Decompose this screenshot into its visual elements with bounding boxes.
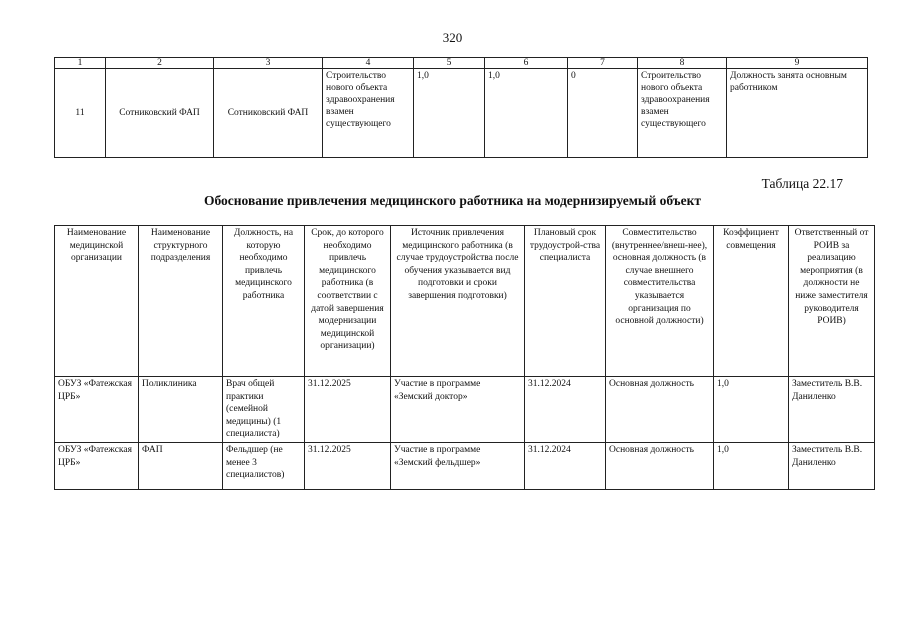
column-number: 4	[323, 58, 414, 69]
header-unit: Наименование структурного подразделения	[139, 226, 223, 377]
row-number: 11	[55, 69, 106, 158]
cell-col7: 0	[568, 69, 638, 158]
cell-coef: 1,0	[714, 377, 789, 443]
header-org: Наименование медицинской организации	[55, 226, 139, 377]
column-number: 3	[214, 58, 323, 69]
column-number: 6	[485, 58, 568, 69]
cell-col8: Строительство нового объекта здравоохранения взамен существующего	[638, 69, 727, 158]
table-row	[55, 442, 875, 489]
cell-deadline: 31.12.2025	[305, 442, 391, 489]
column-number: 7	[568, 58, 638, 69]
column-number: 2	[106, 58, 214, 69]
cell-responsible: Заместитель В.В. Даниленко	[789, 377, 875, 443]
cell-combination: Основная должность	[606, 377, 714, 443]
header-row	[55, 226, 875, 377]
cell-col6: 1,0	[485, 69, 568, 158]
cell-col4: Строительство нового объекта здравоохранения взамен существующего	[323, 69, 414, 158]
cell-unit: ФАП	[139, 442, 223, 489]
cell-position: Врач общей практики (семейной медицины) (1 специалиста)	[223, 377, 305, 443]
cell-responsible: Заместитель В.В. Даниленко	[789, 442, 875, 489]
table-row	[55, 69, 868, 158]
header-source: Источник привлечения медицинского работника (в случае трудоустройства после обучения указывается вид подготовки и сроки завершения подготовки)	[391, 226, 525, 377]
cell-coef: 1,0	[714, 442, 789, 489]
cell-unit: Поликлиника	[139, 377, 223, 443]
continuation-table	[54, 57, 868, 158]
cell-planned: 31.12.2024	[525, 377, 606, 443]
header-coef: Коэффициент совмещения	[714, 226, 789, 377]
column-number: 9	[727, 58, 868, 69]
column-number: 1	[55, 58, 106, 69]
table-row	[55, 377, 875, 443]
header-combination: Совместительство (внутреннее/внеш-нее), основная должность (в случае внешнего совместительства указывается организация по основной должности)	[606, 226, 714, 377]
cell-combination: Основная должность	[606, 442, 714, 489]
column-number-row	[55, 58, 868, 69]
cell-org: ОБУЗ «Фатежская ЦРБ»	[55, 442, 139, 489]
cell-col2: Сотниковский ФАП	[106, 69, 214, 158]
header-position: Должность, на которую необходимо привлечь медицинского работника	[223, 226, 305, 377]
page-number: 320	[442, 30, 463, 45]
cell-org: ОБУЗ «Фатежская ЦРБ»	[55, 377, 139, 443]
header-deadline: Срок, до которого необходимо привлечь медицинского работника (в соответствии с датой завершения модернизации медицинской организации)	[305, 226, 391, 377]
cell-planned: 31.12.2024	[525, 442, 606, 489]
cell-deadline: 31.12.2025	[305, 377, 391, 443]
table-title: Обоснование привлечения медицинского работника на модернизируемый объект	[203, 193, 702, 208]
column-number: 8	[638, 58, 727, 69]
cell-col3: Сотниковский ФАП	[214, 69, 323, 158]
cell-source: Участие в программе «Земский фельдшер»	[391, 442, 525, 489]
header-responsible: Ответственный от РОИВ за реализацию мероприятия (в должности не ниже заместителя руководителя РОИВ)	[789, 226, 875, 377]
cell-source: Участие в программе «Земский доктор»	[391, 377, 525, 443]
cell-col9: Должность занята основным работником	[727, 69, 868, 158]
staffing-table	[54, 225, 875, 490]
header-planned: Плановый срок трудоустрой-ства специалиста	[525, 226, 606, 377]
cell-col5: 1,0	[414, 69, 485, 158]
table-caption: Таблица 22.17	[761, 176, 843, 191]
cell-position: Фельдшер (не менее 3 специалистов)	[223, 442, 305, 489]
column-number: 5	[414, 58, 485, 69]
